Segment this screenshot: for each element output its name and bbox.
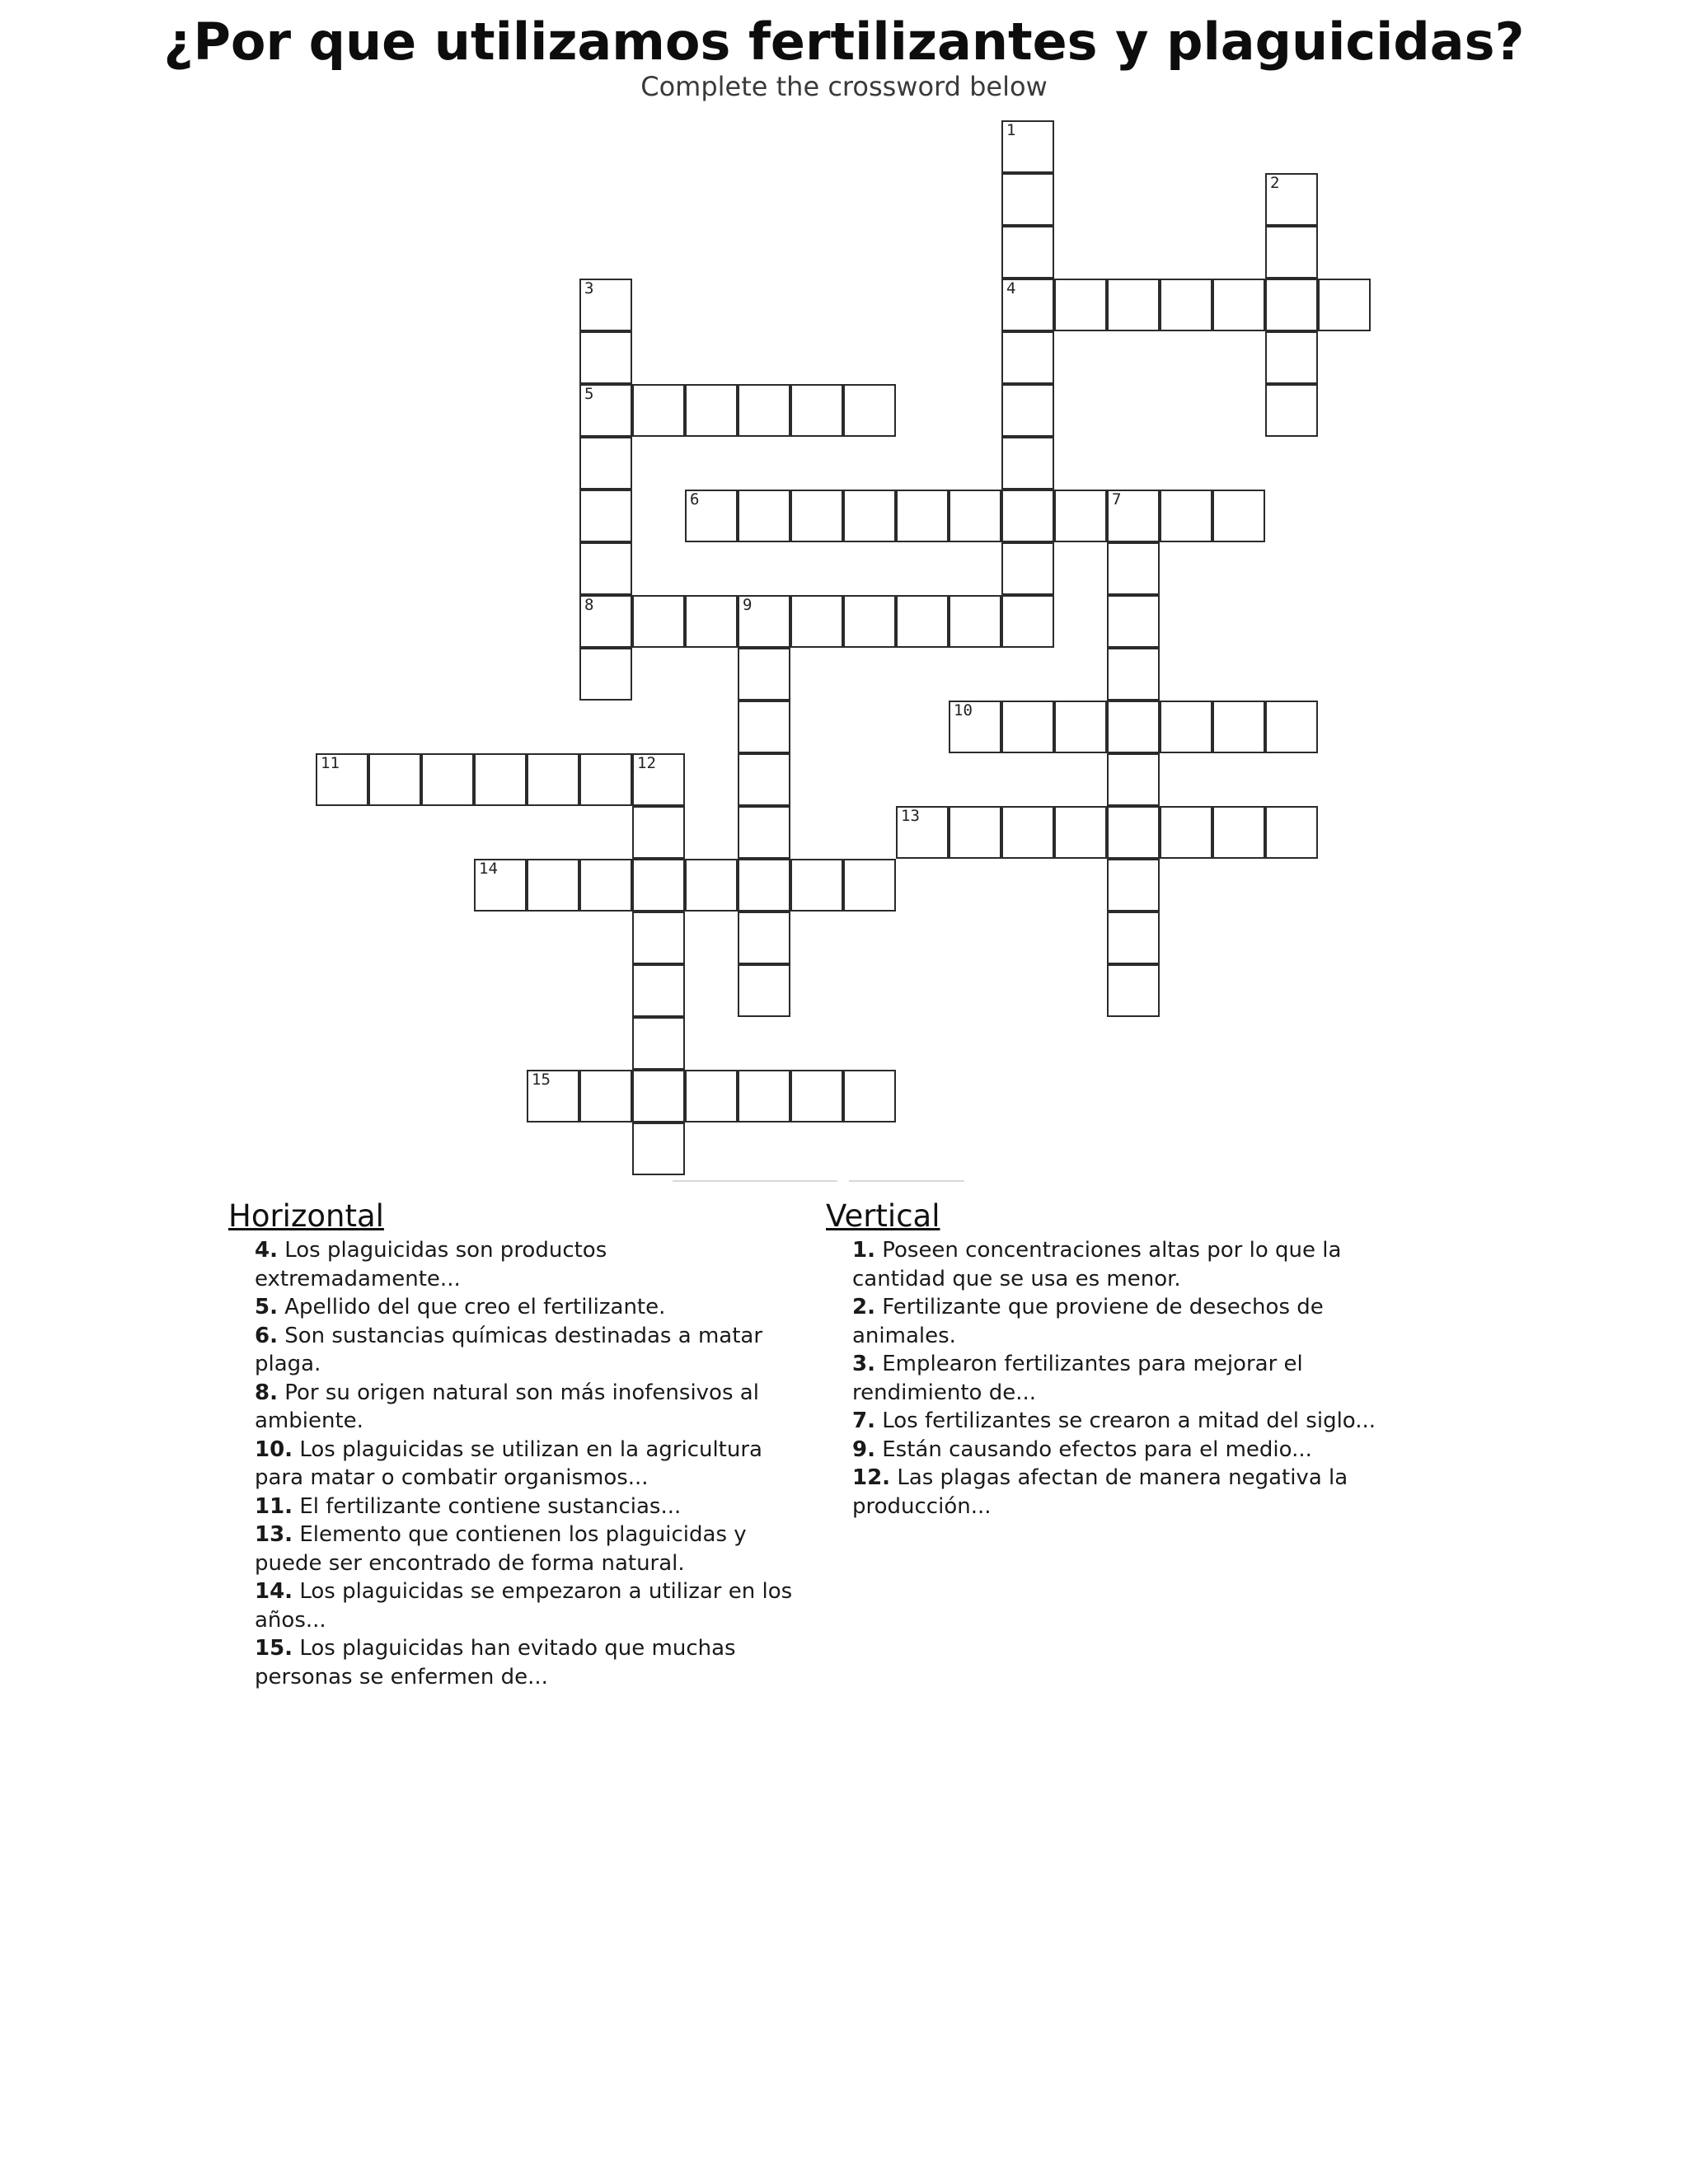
cell-letter-input[interactable] [634,1019,683,1068]
crossword-cell[interactable] [1160,701,1212,753]
cell-letter-input[interactable] [845,1071,894,1121]
clue-text: Por su origen natural son más inofensivos al ambiente. [255,1380,759,1433]
crossword-cell[interactable] [1107,806,1160,859]
crossword-cell[interactable] [1001,226,1054,279]
crossword-cell[interactable] [738,648,790,701]
cell-letter-input[interactable] [792,1071,842,1121]
cell-letter-input[interactable] [1109,808,1158,857]
cell-letter-input[interactable] [1003,491,1053,541]
cell-letter-input[interactable] [1056,808,1105,857]
crossword-cell[interactable] [1001,279,1054,331]
clue-item [255,1493,815,1521]
clue-number-label: 15 [532,1071,551,1089]
crossword-cell[interactable] [1265,279,1318,331]
cell-letter-input[interactable] [1109,966,1158,1015]
clue-number-label: 11 [321,754,340,772]
crossword-cell[interactable] [474,753,527,806]
cell-letter-input[interactable] [1056,491,1105,541]
cell-letter-input[interactable] [581,333,631,382]
clue-item [852,1407,1413,1436]
cell-letter-input[interactable] [845,386,894,435]
cell-letter-input[interactable] [739,913,789,963]
cell-letter-input[interactable] [792,860,842,910]
crossword-cell[interactable] [1107,279,1160,331]
cell-letter-input[interactable] [476,860,525,910]
crossword-cell[interactable] [1001,437,1054,490]
cell-letter-input[interactable] [950,491,1000,541]
crossword-cell[interactable] [896,490,949,542]
crossword-cell[interactable] [579,859,632,912]
crossword-cell[interactable] [790,384,843,437]
cell-letter-input[interactable] [687,1071,736,1121]
crossword-cell[interactable] [1212,806,1265,859]
crossword-cell[interactable] [527,1070,579,1122]
cell-letter-input[interactable] [317,755,367,804]
clue-number: 10. [255,1436,293,1462]
clue-text: Poseen concentraciones altas por lo que la cantidad que se usa es menor. [852,1238,1342,1291]
cell-letter-input[interactable] [1003,386,1053,435]
crossword-cell[interactable] [1054,279,1107,331]
crossword-cell[interactable] [1265,331,1318,384]
crossword-cell[interactable] [1107,542,1160,595]
clue-number: 12. [852,1465,891,1490]
clue-item [255,1379,815,1436]
crossword-cell[interactable] [1160,806,1212,859]
cell-letter-input[interactable] [950,597,1000,646]
crossword-cell[interactable] [949,701,1001,753]
crossword-cell[interactable] [1265,173,1318,226]
vertical-clues-list [852,1236,1413,1521]
cell-letter-input[interactable] [1109,649,1158,699]
crossword-cell[interactable] [1212,490,1265,542]
cell-letter-input[interactable] [581,438,631,488]
cell-letter-input[interactable] [1056,702,1105,752]
cell-letter-input[interactable] [1003,808,1053,857]
crossword-cell[interactable] [1107,490,1160,542]
crossword-cell[interactable] [579,331,632,384]
clue-number: 8. [255,1380,278,1405]
crossword-cell[interactable] [1001,384,1054,437]
cell-letter-input[interactable] [1003,597,1053,646]
crossword-cell[interactable] [896,595,949,648]
cell-letter-input[interactable] [1109,755,1158,804]
crossword-cell[interactable] [632,753,685,806]
cell-letter-input[interactable] [898,808,947,857]
clue-item [255,1236,815,1293]
cell-letter-input[interactable] [1003,280,1053,330]
crossword-cell[interactable] [1107,701,1160,753]
crossword-cell[interactable] [1001,173,1054,226]
cell-letter-input[interactable] [739,1071,789,1121]
clue-item [852,1350,1413,1407]
crossword-cell[interactable] [316,753,368,806]
clue-number-label: 10 [954,701,973,719]
clue-item [852,1436,1413,1465]
cell-letter-input[interactable] [581,544,631,593]
cell-letter-input[interactable] [1109,860,1158,910]
cell-letter-input[interactable] [1267,702,1316,752]
crossword-cell[interactable] [1054,701,1107,753]
cell-letter-input[interactable] [1109,702,1158,752]
cell-letter-input[interactable] [581,1071,631,1121]
clue-number-label: 4 [1006,279,1016,298]
crossword-cell[interactable] [527,859,579,912]
crossword-cell[interactable] [1001,490,1054,542]
cell-letter-input[interactable] [581,386,631,435]
cell-letter-input[interactable] [1161,491,1211,541]
clue-number: 2. [852,1295,875,1319]
cell-letter-input[interactable] [739,597,789,646]
clue-item [255,1634,815,1691]
horizontal-clues-list [255,1236,815,1691]
clue-text: El fertilizante contiene sustancias... [299,1493,682,1519]
crossword-cell[interactable] [1001,595,1054,648]
clue-number-label: 7 [1112,490,1122,509]
clue-text: Están causando efectos para el medio... [882,1436,1312,1462]
crossword-cell[interactable] [738,1070,790,1122]
crossword-cell[interactable] [949,595,1001,648]
cell-letter-input[interactable] [687,386,736,435]
crossword-cell[interactable] [685,595,738,648]
cell-letter-input[interactable] [845,860,894,910]
clue-text: Los plaguicidas han evitado que muchas personas se enfermen de... [255,1636,736,1690]
cell-letter-input[interactable] [1056,280,1105,330]
crossword-cell[interactable] [1054,806,1107,859]
crossword-cell[interactable] [790,595,843,648]
crossword-cell[interactable] [1107,753,1160,806]
crossword-cell[interactable] [685,490,738,542]
clue-text: Son sustancias químicas destinadas a matar plaga. [255,1323,763,1376]
clue-text: Emplearon fertilizantes para mejorar el rendimiento de... [852,1352,1303,1405]
crossword-cell[interactable] [738,595,790,648]
cell-letter-input[interactable] [528,860,578,910]
crossword-cell[interactable] [1265,384,1318,437]
cell-letter-input[interactable] [581,860,631,910]
crossword-cell[interactable] [1107,595,1160,648]
clue-number-label: 2 [1270,174,1280,192]
cell-letter-input[interactable] [634,1071,683,1121]
cell-letter-input[interactable] [634,860,683,910]
clue-text: Fertilizante que proviene de desechos de animales. [852,1295,1324,1348]
crossword-cell[interactable] [1107,912,1160,964]
cell-letter-input[interactable] [950,702,1000,752]
clue-number-label: 1 [1006,121,1016,139]
crossword-cell[interactable] [579,595,632,648]
vertical-heading: Vertical [826,1198,940,1234]
clue-item [255,1521,815,1577]
crossword-cell[interactable] [1001,331,1054,384]
cell-letter-input[interactable] [687,597,736,646]
clue-text: Los plaguicidas se utilizan en la agricultura para matar o combatir organismos... [255,1436,762,1490]
crossword-cell[interactable] [790,859,843,912]
cell-letter-input[interactable] [687,860,736,910]
crossword-cell[interactable] [685,384,738,437]
crossword-cell[interactable] [579,542,632,595]
clue-number: 5. [255,1295,278,1319]
cell-letter-input[interactable] [1003,333,1053,382]
crossword-cell[interactable] [843,859,896,912]
clue-number: 9. [852,1436,875,1462]
crossword-cell[interactable] [738,490,790,542]
crossword-cell[interactable] [1107,964,1160,1017]
crossword-cell[interactable] [421,753,474,806]
clue-number-label: 3 [584,279,594,298]
cell-letter-input[interactable] [1003,544,1053,593]
crossword-cell[interactable] [738,753,790,806]
crossword-cell[interactable] [843,490,896,542]
cell-letter-input[interactable] [423,755,472,804]
cell-letter-input[interactable] [1267,333,1316,382]
cell-letter-input[interactable] [476,755,525,804]
clue-text: Apellido del que creo el fertilizante. [284,1295,666,1319]
cell-letter-input[interactable] [634,1124,683,1174]
crossword-cell[interactable] [1212,279,1265,331]
clue-number: 7. [852,1408,875,1433]
clue-item [852,1293,1413,1350]
cell-letter-input[interactable] [1214,808,1264,857]
clue-text: Las plagas afectan de manera negativa la producción... [852,1465,1348,1519]
crossword-cell[interactable] [1107,859,1160,912]
faint-divider [849,1180,964,1182]
crossword-cell[interactable] [368,753,421,806]
crossword-cell[interactable] [1265,226,1318,279]
faint-divider [673,1180,837,1182]
cell-letter-input[interactable] [1267,227,1316,277]
clue-number-label: 14 [479,860,498,878]
cell-letter-input[interactable] [528,1071,578,1121]
clue-number-label: 9 [743,596,753,614]
crossword-cell[interactable] [1160,279,1212,331]
crossword-cell[interactable] [738,964,790,1017]
crossword-cell[interactable] [1054,490,1107,542]
cell-letter-input[interactable] [739,808,789,857]
page-subtitle: Complete the crossword below [640,71,1048,102]
cell-letter-input[interactable] [845,491,894,541]
crossword-cell[interactable] [738,806,790,859]
cell-letter-input[interactable] [1003,438,1053,488]
cell-letter-input[interactable] [581,649,631,699]
clue-text: Elemento que contienen los plaguicidas y puede ser encontrado de forma natural. [255,1522,747,1576]
cell-letter-input[interactable] [1267,808,1316,857]
cell-letter-input[interactable] [739,386,789,435]
cell-letter-input[interactable] [634,755,683,804]
clue-number: 11. [255,1493,293,1519]
crossword-cell[interactable] [843,384,896,437]
crossword-cell[interactable] [1001,542,1054,595]
cell-letter-input[interactable] [687,491,736,541]
cell-letter-input[interactable] [1003,702,1053,752]
clue-number: 3. [852,1352,875,1376]
cell-letter-input[interactable] [739,649,789,699]
cell-letter-input[interactable] [528,755,578,804]
crossword-cell[interactable] [1160,490,1212,542]
crossword-cell[interactable] [738,912,790,964]
clue-number: 4. [255,1238,278,1263]
clue-item [852,1464,1413,1521]
cell-letter-input[interactable] [792,491,842,541]
horizontal-heading: Horizontal [228,1198,384,1234]
cell-letter-input[interactable] [634,966,683,1015]
crossword-cell[interactable] [632,859,685,912]
cell-letter-input[interactable] [1267,386,1316,435]
cell-letter-input[interactable] [739,966,789,1015]
page-title: ¿Por que utilizamos fertilizantes y plaguicidas? [163,12,1525,72]
crossword-cell[interactable] [1001,120,1054,173]
crossword-cell[interactable] [474,859,527,912]
clue-item [255,1577,815,1634]
crossword-cell[interactable] [579,648,632,701]
cell-letter-input[interactable] [1109,280,1158,330]
cell-letter-input[interactable] [581,755,631,804]
crossword-cell[interactable] [579,279,632,331]
clue-item [852,1236,1413,1293]
cell-letter-input[interactable] [1214,702,1264,752]
clue-number: 1. [852,1238,875,1263]
cell-letter-input[interactable] [739,860,789,910]
crossword-cell[interactable] [579,1070,632,1122]
clue-number-label: 12 [637,754,656,772]
crossword-cell[interactable] [1001,701,1054,753]
crossword-cell[interactable] [738,859,790,912]
crossword-cell[interactable] [1001,806,1054,859]
cell-letter-input[interactable] [581,280,631,330]
cell-letter-input[interactable] [1161,280,1211,330]
cell-letter-input[interactable] [1109,913,1158,963]
clue-number-label: 6 [690,490,700,509]
cell-letter-input[interactable] [792,597,842,646]
clue-text: Los fertilizantes se crearon a mitad del siglo... [882,1408,1376,1433]
cell-letter-input[interactable] [845,597,894,646]
cell-letter-input[interactable] [1109,491,1158,541]
crossword-cell[interactable] [632,595,685,648]
cell-letter-input[interactable] [1109,597,1158,646]
clue-item [255,1293,815,1322]
crossword-cell[interactable] [632,912,685,964]
crossword-cell[interactable] [843,1070,896,1122]
clue-number: 14. [255,1579,293,1604]
crossword-cell[interactable] [738,384,790,437]
cell-letter-input[interactable] [1003,122,1053,171]
crossword-cell[interactable] [632,384,685,437]
cell-letter-input[interactable] [1109,544,1158,593]
clue-number: 15. [255,1636,293,1661]
clue-item [255,1436,815,1493]
crossword-cell[interactable] [579,753,632,806]
cell-letter-input[interactable] [1003,175,1053,224]
clue-number-label: 5 [584,385,594,403]
crossword-cell[interactable] [1107,648,1160,701]
cell-letter-input[interactable] [634,808,683,857]
crossword-cell[interactable] [1318,279,1371,331]
cell-letter-input[interactable] [739,702,789,752]
crossword-cell[interactable] [527,753,579,806]
cell-letter-input[interactable] [739,491,789,541]
crossword-cell[interactable] [685,1070,738,1122]
crossword-cell[interactable] [738,701,790,753]
cell-letter-input[interactable] [370,755,420,804]
cell-letter-input[interactable] [1161,808,1211,857]
crossword-cell[interactable] [790,1070,843,1122]
cell-letter-input[interactable] [634,386,683,435]
crossword-cell[interactable] [790,490,843,542]
crossword-cell[interactable] [579,384,632,437]
cell-letter-input[interactable] [898,491,947,541]
cell-letter-input[interactable] [581,597,631,646]
cell-letter-input[interactable] [950,808,1000,857]
cell-letter-input[interactable] [1214,280,1264,330]
cell-letter-input[interactable] [1161,702,1211,752]
cell-letter-input[interactable] [634,597,683,646]
cell-letter-input[interactable] [792,386,842,435]
crossword-cell[interactable] [1265,806,1318,859]
clue-text: Los plaguicidas se empezaron a utilizar en los años... [255,1579,793,1633]
crossword-cell[interactable] [579,490,632,542]
crossword-cell[interactable] [632,806,685,859]
crossword-cell[interactable] [843,595,896,648]
clue-number: 6. [255,1323,278,1348]
clue-number-label: 13 [901,807,920,825]
crossword-cell[interactable] [632,1122,685,1175]
crossword-cell[interactable] [949,490,1001,542]
crossword-cell[interactable] [632,1070,685,1122]
cell-letter-input[interactable] [1214,491,1264,541]
crossword-cell[interactable] [632,964,685,1017]
crossword-cell[interactable] [1212,701,1265,753]
cell-letter-input[interactable] [898,597,947,646]
crossword-cell[interactable] [685,859,738,912]
cell-letter-input[interactable] [1320,280,1369,330]
clue-number-label: 8 [584,596,594,614]
cell-letter-input[interactable] [1267,175,1316,224]
clue-text: Los plaguicidas son productos extremadamente... [255,1238,607,1291]
crossword-cell[interactable] [949,806,1001,859]
crossword-cell[interactable] [632,1017,685,1070]
clue-item [255,1322,815,1379]
crossword-cell[interactable] [1265,701,1318,753]
crossword-cell[interactable] [579,437,632,490]
cell-letter-input[interactable] [634,913,683,963]
clue-number: 13. [255,1522,293,1547]
cell-letter-input[interactable] [1267,280,1316,330]
cell-letter-input[interactable] [1003,227,1053,277]
cell-letter-input[interactable] [739,755,789,804]
crossword-cell[interactable] [896,806,949,859]
cell-letter-input[interactable] [581,491,631,541]
